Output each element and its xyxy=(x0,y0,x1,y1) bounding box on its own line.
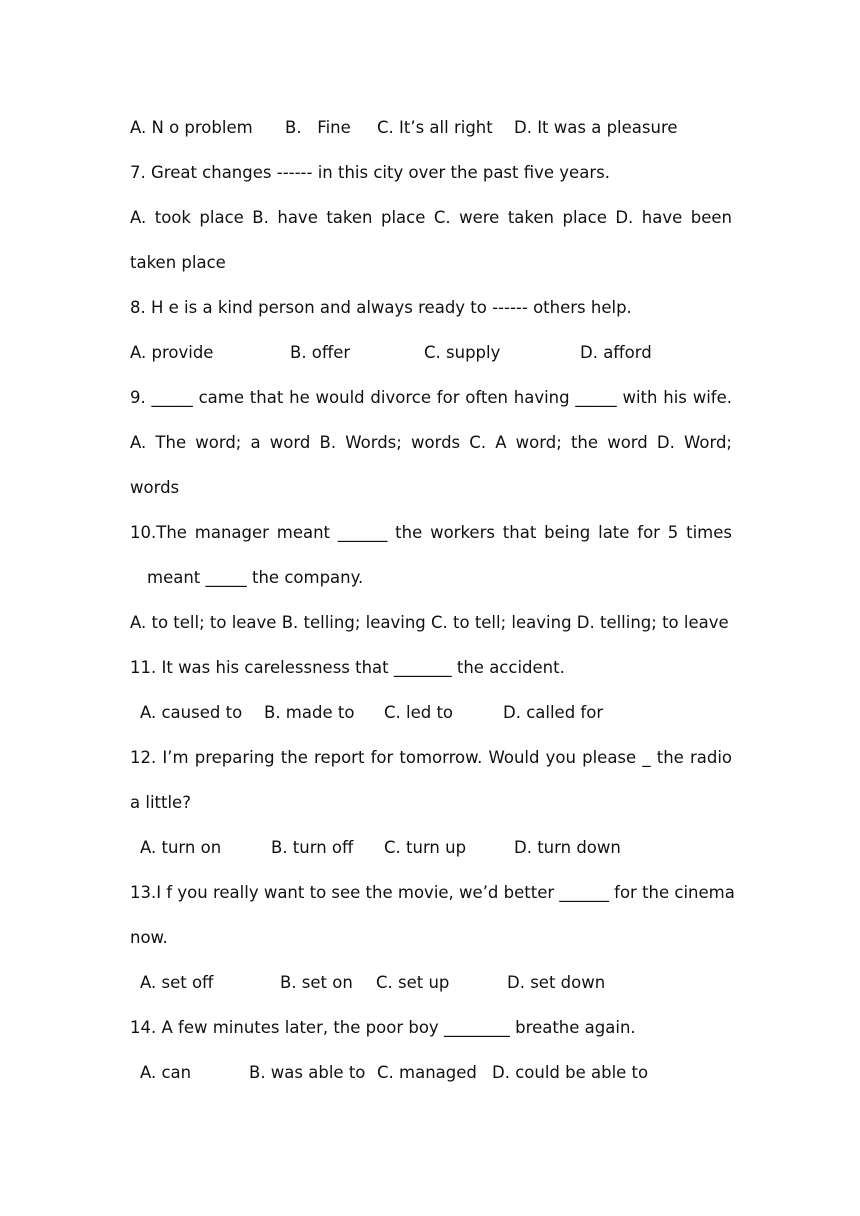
q8-option-b: B. offer xyxy=(290,343,351,362)
q6-option-c: C. It’s all right xyxy=(377,118,493,137)
q11-option-c: C. led to xyxy=(384,703,454,722)
q12-option-c: C. turn up xyxy=(384,838,467,857)
question-7-stem: 7. Great changes ------ in this city over the past five years. xyxy=(130,163,610,182)
q11-option-d: D. called for xyxy=(503,703,604,722)
question-14-stem: 14. A few minutes later, the poor boy ________ breathe again. xyxy=(130,1018,636,1037)
q8-option-d: D. afford xyxy=(580,343,652,362)
q11-option-b: B. made to xyxy=(264,703,355,722)
q14-option-a: A. can xyxy=(140,1063,192,1082)
question-10-stem-cont: meant _____ the company. xyxy=(147,568,364,587)
question-11-stem: 11. It was his carelessness that _______ the accident. xyxy=(130,658,565,677)
q13-option-c: C. set up xyxy=(376,973,450,992)
question-9-stem: 9. _____ came that he would divorce for often having _____ with his wife. xyxy=(130,388,732,407)
question-12-stem-cont: a little? xyxy=(130,793,191,812)
question-7-options-cont: taken place xyxy=(130,253,226,272)
question-10-stem: 10.The manager meant ______ the workers that being late for 5 times xyxy=(130,523,732,542)
q12-option-d: D. turn down xyxy=(514,838,621,857)
q6-option-a: A. N o problem xyxy=(130,118,253,137)
q8-option-c: C. supply xyxy=(424,343,501,362)
q6-option-b: B. Fine xyxy=(285,118,351,137)
question-9-options: A. The word; a word B. Words; words C. A word; the word D. Word; xyxy=(130,433,732,452)
q12-option-a: A. turn on xyxy=(140,838,222,857)
q12-option-b: B. turn off xyxy=(271,838,354,857)
q14-option-d: D. could be able to xyxy=(492,1063,649,1082)
question-9-options-cont: words xyxy=(130,478,180,497)
question-8-stem: 8. H e is a kind person and always ready to ------ others help. xyxy=(130,298,632,317)
question-7-options: A. took place B. have taken place C. were taken place D. have been xyxy=(130,208,732,227)
q8-option-a: A. provide xyxy=(130,343,214,362)
q14-option-c: C. managed xyxy=(377,1063,477,1082)
question-10-options: A. to tell; to leave B. telling; leaving C. to tell; leaving D. telling; to leave xyxy=(130,613,729,632)
q14-option-b: B. was able to xyxy=(249,1063,366,1082)
q13-option-d: D. set down xyxy=(507,973,606,992)
question-13-stem: 13.I f you really want to see the movie, we’d better ______ for the cinema xyxy=(130,883,735,902)
question-13-stem-cont: now. xyxy=(130,928,168,947)
q6-option-d: D. It was a pleasure xyxy=(514,118,678,137)
question-12-stem: 12. I’m preparing the report for tomorrow. Would you please _ the radio xyxy=(130,748,732,767)
q13-option-a: A. set off xyxy=(140,973,214,992)
q13-option-b: B. set on xyxy=(280,973,353,992)
q11-option-a: A. caused to xyxy=(140,703,243,722)
